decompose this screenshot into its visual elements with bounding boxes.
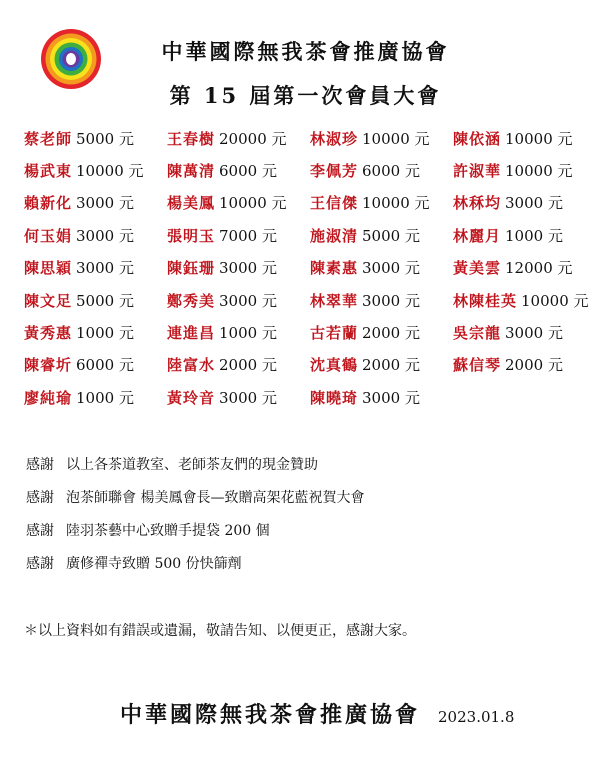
donor-amount: 1000 元 [76,388,134,407]
donor-amount: 2000 元 [362,356,420,375]
donor-name: 沈真鶴 [310,356,359,375]
donor-name: 陳依涵 [453,129,502,148]
donor-amount: 10000 元 [362,194,430,213]
donor-amount: 3000 元 [76,194,134,213]
donor-entry [453,349,604,381]
donor-name: 張明玉 [167,226,216,245]
donor-name: 陳思穎 [24,259,73,278]
donor-entry [453,154,604,186]
thanks-list [26,455,596,587]
footer-organization: 中華國際無我茶會推廣協會 [120,702,421,728]
event-title: 第 15 屆第一次會員大會 [169,83,442,108]
donor-name: 陳睿圻 [24,356,73,375]
donor-amount: 10000 元 [505,162,573,181]
donor-entry [310,187,453,219]
donor-entry [167,381,310,413]
donor-name: 鄭秀美 [167,291,216,310]
organization-title: 中華國際無我茶會推廣協會 [161,39,450,64]
donor-entry [24,252,167,284]
thanks-line [26,488,596,521]
donor-name: 廖純瑜 [24,388,73,407]
donor-name: 蘇信琴 [453,356,502,375]
donor-name: 陳素惠 [310,259,359,278]
donor-name: 何玉娟 [24,226,73,245]
thanks-label: 感謝 [26,457,54,473]
donor-entry [167,349,310,381]
thanks-line [26,554,596,587]
donor-amount: 10000 元 [521,291,589,310]
donor-name: 蔡老師 [24,129,73,148]
donor-amount: 1000 元 [219,324,277,343]
donor-amount: 3000 元 [219,259,277,278]
donor-name: 連進昌 [167,324,216,343]
donor-name: 黃玲音 [167,388,216,407]
thanks-text: 泡茶師聯會 楊美鳳會長—致贈高架花藍祝賀大會 [66,490,365,506]
donor-entry [167,154,310,186]
donor-entry [310,349,453,381]
donor-name: 林淑珍 [310,129,359,148]
donor-amount: 10000 元 [219,194,287,213]
donor-name: 楊美鳳 [167,194,216,213]
donor-amount: 1000 元 [505,226,563,245]
donor-amount: 2000 元 [505,356,563,375]
donor-entry [310,284,453,316]
donor-name: 林翠華 [310,291,359,310]
donor-amount: 20000 元 [219,129,287,148]
donor-entry [310,219,453,251]
donor-amount: 3000 元 [76,226,134,245]
donor-name: 吳宗龍 [453,324,502,343]
donor-amount: 1000 元 [76,324,134,343]
donor-entry [167,187,310,219]
donor-amount: 3000 元 [219,388,277,407]
donor-name: 施淑清 [310,226,359,245]
donor-name: 李佩芳 [310,162,359,181]
donor-name: 陳曉琦 [310,388,359,407]
donor-name: 林陳桂英 [453,291,518,310]
donor-entry [310,154,453,186]
donor-list [24,122,604,414]
donor-entry [167,316,310,348]
thanks-text: 以上各茶道教室、老師茶友們的現金贊助 [66,457,318,473]
donor-name: 陳鈺珊 [167,259,216,278]
donor-amount: 6000 元 [76,356,134,375]
thanks-text: 陸羽茶藝中心致贈手提袋 200 個 [66,523,270,539]
donor-amount: 7000 元 [219,226,277,245]
donor-amount: 5000 元 [76,129,134,148]
donor-amount: 6000 元 [362,162,420,181]
donor-name: 陳文足 [24,291,73,310]
donor-entry [167,284,310,316]
donor-amount: 3000 元 [362,259,420,278]
donor-amount: 3000 元 [219,291,277,310]
donor-amount: 12000 元 [505,259,573,278]
donor-entry [24,381,167,413]
donor-name: 陳萬清 [167,162,216,181]
thanks-line [26,521,596,554]
thanks-label: 感謝 [26,490,54,506]
thanks-text: 廣修禪寺致贈 500 份快篩劑 [66,556,242,572]
donor-entry [453,316,604,348]
donor-entry [453,284,604,316]
donor-entry [310,122,453,154]
donor-entry [167,252,310,284]
donor-amount: 3000 元 [505,194,563,213]
donor-amount: 10000 元 [505,129,573,148]
donor-name: 古若蘭 [310,324,359,343]
donor-entry [24,122,167,154]
donor-entry [24,349,167,381]
thanks-line [26,455,596,488]
donor-entry [24,154,167,186]
donor-entry [310,381,453,413]
donor-name: 黃美雲 [453,259,502,278]
donor-amount: 10000 元 [362,129,430,148]
donor-entry [24,219,167,251]
donor-entry [453,187,604,219]
donor-entry [24,284,167,316]
donor-name: 楊武東 [24,162,73,181]
donor-name: 林麗月 [453,226,502,245]
donor-amount: 3000 元 [76,259,134,278]
donor-name: 黃秀惠 [24,324,73,343]
donor-amount: 5000 元 [362,226,420,245]
correction-note: ＊以上資料如有錯誤或遺漏，敬請告知、以便更正，感謝大家。 [24,623,416,639]
donor-name: 陸富水 [167,356,216,375]
donor-entry [24,316,167,348]
donor-entry [167,219,310,251]
footer-signature [120,698,514,729]
donor-amount: 3000 元 [505,324,563,343]
donor-amount: 2000 元 [362,324,420,343]
donor-name: 許淑華 [453,162,502,181]
thanks-label: 感謝 [26,523,54,539]
donor-name: 王春樹 [167,129,216,148]
donor-entry [310,316,453,348]
donor-amount: 5000 元 [76,291,134,310]
donor-amount: 6000 元 [219,162,277,181]
donor-name: 王信傑 [310,194,359,213]
donor-amount: 10000 元 [76,162,144,181]
thanks-label: 感謝 [26,556,54,572]
donor-amount: 3000 元 [362,388,420,407]
donor-entry [453,252,604,284]
footer-date: 2023.01.8 [438,708,515,726]
donor-entry [310,252,453,284]
donor-amount: 2000 元 [219,356,277,375]
donor-entry [167,122,310,154]
donor-amount: 3000 元 [362,291,420,310]
donor-entry [453,219,604,251]
donor-name: 賴新化 [24,194,73,213]
donor-name: 林秝均 [453,194,502,213]
donor-entry [453,122,604,154]
donor-entry [24,187,167,219]
